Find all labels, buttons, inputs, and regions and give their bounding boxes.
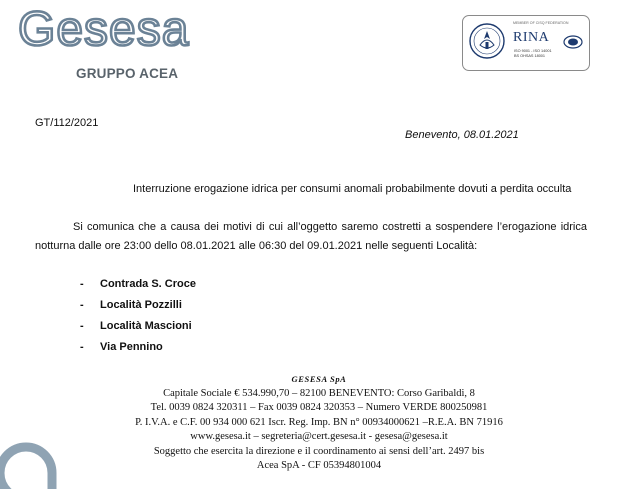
- certification-badge: [462, 15, 590, 71]
- certification-standards: [514, 49, 560, 58]
- company-logo: [18, 3, 198, 86]
- protocol-number: GT/112/2021: [35, 117, 99, 129]
- logo-group-name: GRUPPO ACEA: [76, 66, 179, 81]
- place-and-date: Benevento, 08.01.2021: [405, 129, 519, 141]
- letter-body: [35, 218, 587, 256]
- letter-subject: Interruzione erogazione idrica per consumi anomali probabilmente dovuti a perdita occulta: [133, 183, 572, 195]
- certification-seal-icon: [469, 23, 505, 59]
- iqnet-icon: [563, 35, 583, 49]
- acea-mark-icon: [0, 437, 60, 489]
- footer-company-name: GESESA SpA: [291, 374, 347, 384]
- certification-issuer: MEMBER OF CISQ FEDERATION: [513, 21, 569, 25]
- logo-wordmark: Gesesa: [18, 3, 190, 56]
- footer-line: P. I.V.A. e C.F. 00 934 000 621 Iscr. Reg. Imp. BN n° 00934000621 –R.E.A. BN 71916: [135, 416, 503, 428]
- footer-line: Acea SpA - CF 05394801004: [256, 460, 382, 471]
- certification-brand: RINA: [513, 30, 550, 45]
- bullet-dash: -: [80, 278, 84, 290]
- location-name: Località Mascioni: [100, 320, 192, 332]
- footer-line: Tel. 0039 0824 320311 – Fax 0039 0824 320353 – Numero VERDE 800250981: [150, 402, 488, 413]
- letter-body-text: Si comunica che a causa dei motivi di cui all’oggetto saremo costretti a sospendere l’erogazione idrica notturna dalle ore 23:00 dello 08.01.2021 alle 06:30 del 09.01.2021 nelle seguenti Località:: [35, 221, 587, 252]
- certification-standard: BS OHSAS 18001: [514, 53, 546, 58]
- bullet-dash: -: [80, 320, 84, 332]
- location-name: Contrada S. Croce: [100, 278, 196, 290]
- bullet-dash: -: [80, 341, 84, 353]
- footer-line: www.gesesa.it – segreteria@cert.gesesa.it - gesesa@gesesa.it: [190, 431, 448, 442]
- bullet-dash: -: [80, 299, 84, 311]
- location-name: Località Pozzilli: [100, 299, 182, 311]
- certification-standard: ISO 9001 - ISO 14001: [514, 49, 552, 53]
- footer-line: Capitale Sociale € 534.990,70 – 82100 BENEVENTO: Corso Garibaldi, 8: [163, 387, 475, 399]
- footer-line: Soggetto che esercita la direzione e il coordinamento ai sensi dell’art. 2497 bis: [153, 445, 485, 457]
- location-name: Via Pennino: [100, 341, 163, 353]
- company-footer: [110, 372, 528, 474]
